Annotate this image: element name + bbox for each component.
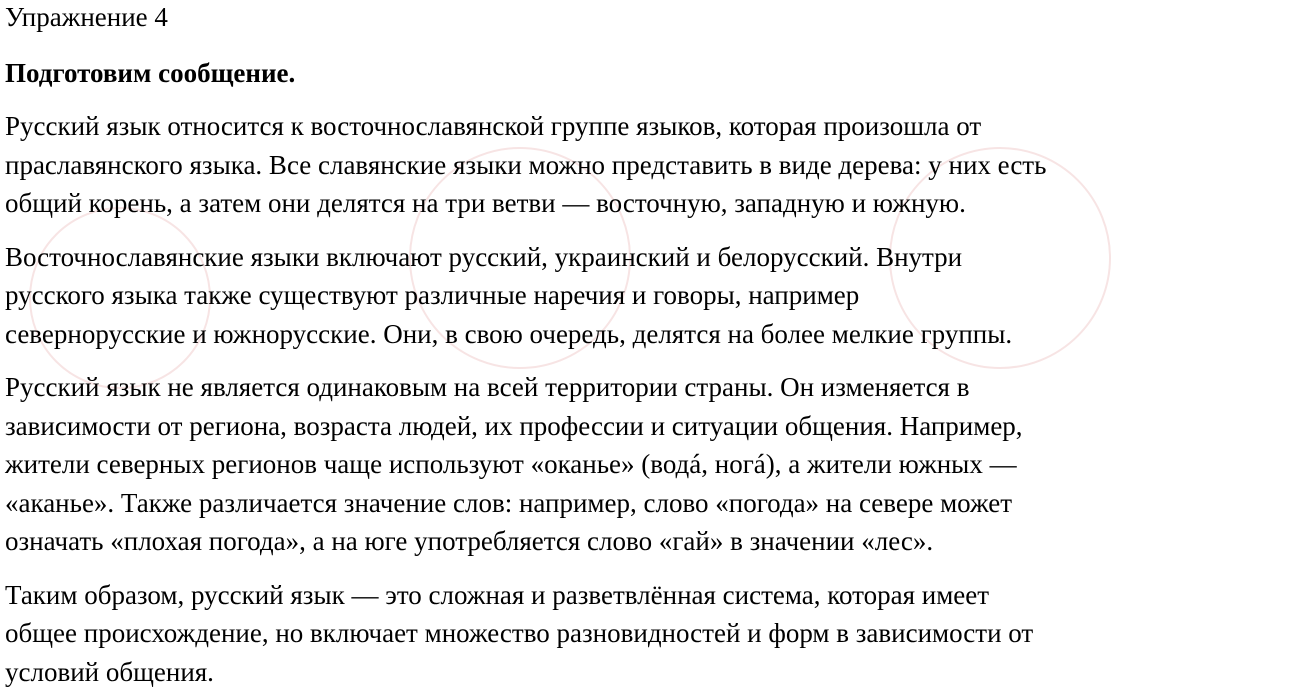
section-heading: Подготовим сообщение. <box>5 58 296 88</box>
text-line: общий корень, а затем они делятся на три ветви — восточную, западную и южную. <box>5 188 966 218</box>
text-line: Восточнославянские языки включают русский, украинский и белорусский. Внутри <box>5 241 963 272</box>
text-line: севернорусские и южнорусские. Они, в свою очередь, делятся на более мелкие группы. <box>5 318 1013 349</box>
text-line: зависимости от региона, возраста людей, их профессии и ситуации общения. Например, <box>5 410 1023 441</box>
text-line: общее происхождение, но включает множество разновидностей и форм в зависимости от <box>5 618 1034 648</box>
text-line: русского языка также существуют различные наречия и говоры, например <box>5 280 860 310</box>
text-line: Русский язык относится к восточнославянской группе языков, которая произошла от <box>5 111 982 141</box>
paragraph <box>5 238 1296 354</box>
paragraph <box>5 576 1296 692</box>
text-line: жители северных регионов чаще используют «оканье» (водá, ногá), а жители южных — <box>5 449 1017 479</box>
text-line: означать «плохая погода», а на юге употребляется слово «гай» в значении «лес». <box>5 526 934 556</box>
text-line: Таким образом, русский язык — это сложная и разветвлённая система, которая имеет <box>5 579 990 610</box>
exercise-title: Упражнение 4 <box>5 2 168 32</box>
text-line: «аканье». Также различается значение слов: например, слово «погода» на севере может <box>5 487 1013 518</box>
text-line: условий общения. <box>5 656 214 687</box>
text-line: праславянского языка. Все славянские языки можно представить в виде дерева: у них есть <box>5 149 1047 180</box>
text-line: Русский язык не является одинаковым на всей территории страны. Он изменяется в <box>5 372 970 402</box>
paragraph <box>5 107 1296 223</box>
paragraph <box>5 368 1296 561</box>
